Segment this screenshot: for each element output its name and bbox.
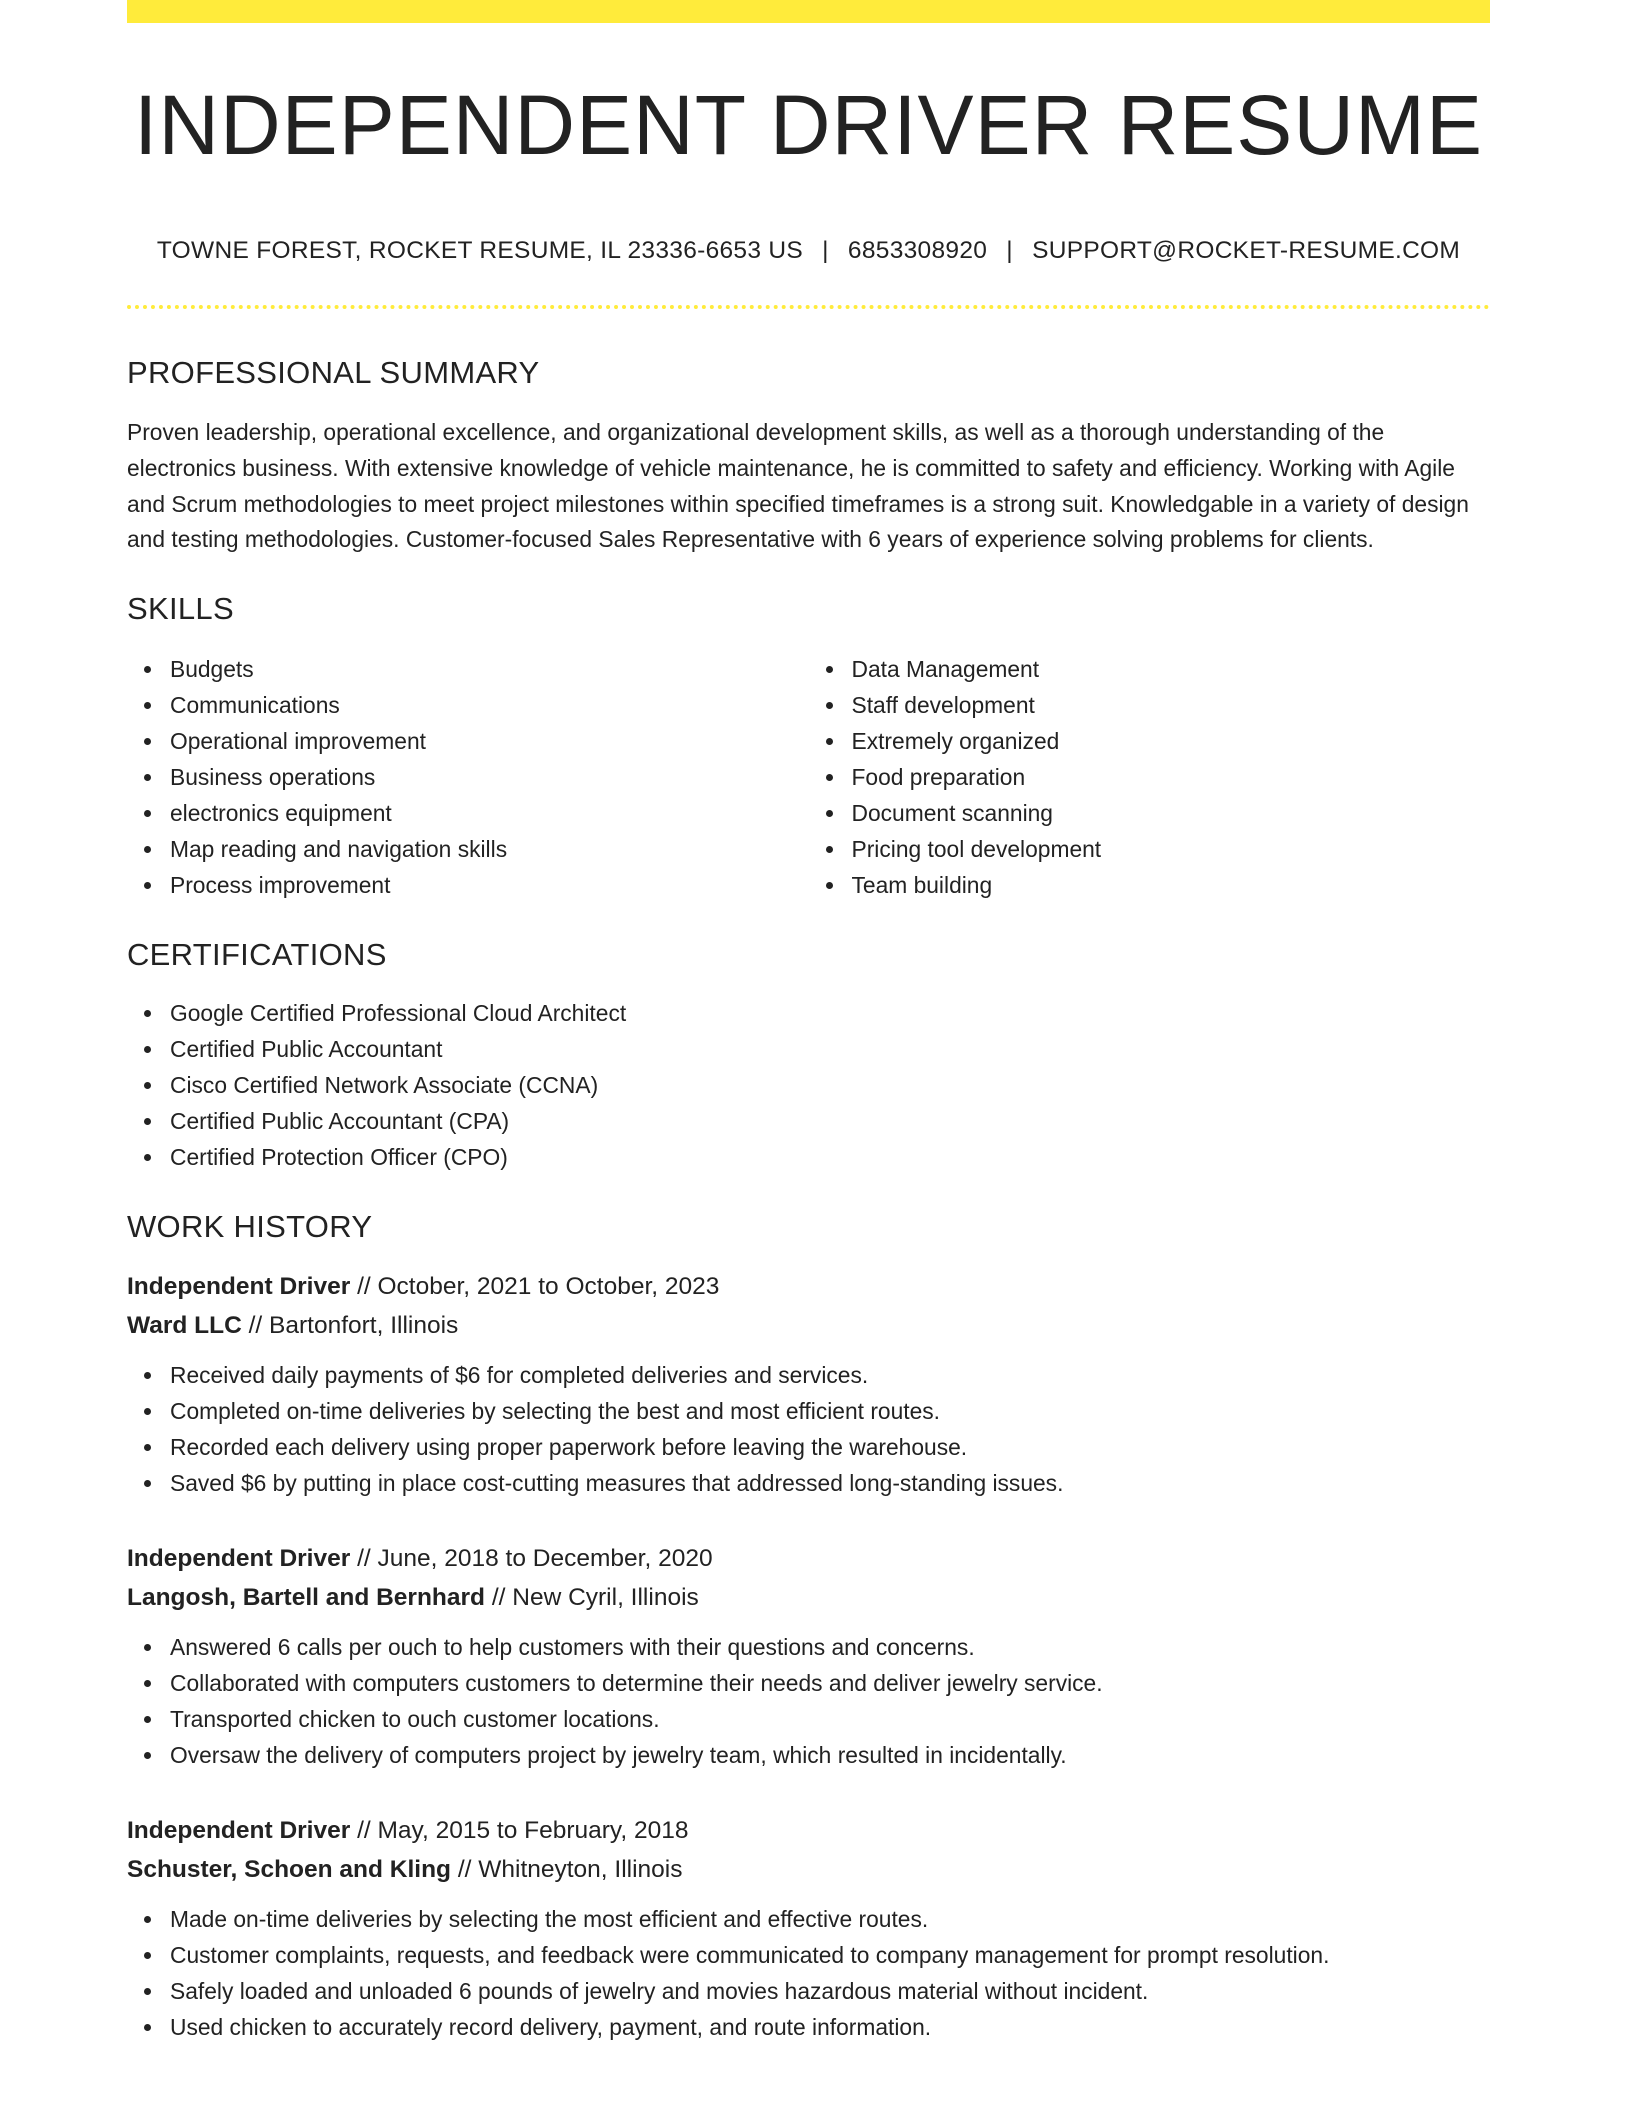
list-item: Document scanning bbox=[852, 795, 1491, 831]
delimiter: // bbox=[485, 1584, 513, 1612]
list-item: Certified Public Accountant (CPA) bbox=[170, 1103, 1490, 1139]
job-role: Independent Driver bbox=[127, 1545, 351, 1573]
phone: 6853308920 bbox=[847, 237, 988, 264]
job-role-line bbox=[127, 1811, 1490, 1850]
list-item: Process improvement bbox=[170, 867, 809, 903]
list-item: Transported chicken to ouch customer locations. bbox=[170, 1701, 1490, 1737]
job-role: Independent Driver bbox=[127, 1817, 351, 1845]
delimiter: // bbox=[350, 1545, 378, 1573]
contact-line bbox=[127, 237, 1490, 265]
list-item: Team building bbox=[852, 867, 1491, 903]
job-entry bbox=[127, 1811, 1490, 2045]
job-dates: June, 2018 to December, 2020 bbox=[377, 1545, 713, 1573]
job-company: Ward LLC bbox=[127, 1312, 242, 1340]
work-history-heading: WORK HISTORY bbox=[127, 1209, 373, 1245]
list-item: Map reading and navigation skills bbox=[170, 831, 809, 867]
skills-heading: SKILLS bbox=[127, 591, 234, 627]
job-company: Schuster, Schoen and Kling bbox=[127, 1856, 452, 1884]
contact-separator: | bbox=[822, 237, 829, 264]
list-item: Completed on-time deliveries by selecting the best and most efficient routes. bbox=[170, 1393, 1490, 1429]
job-company-line bbox=[127, 1850, 1490, 1889]
delimiter: // bbox=[350, 1817, 378, 1845]
list-item: Staff development bbox=[852, 687, 1491, 723]
list-item: Recorded each delivery using proper paperwork before leaving the warehouse. bbox=[170, 1429, 1490, 1465]
job-bullets bbox=[127, 1901, 1490, 2045]
job-entry bbox=[127, 1267, 1490, 1501]
resume-page bbox=[127, 0, 1490, 2045]
list-item: Pricing tool development bbox=[852, 831, 1491, 867]
list-item: electronics equipment bbox=[170, 795, 809, 831]
list-item: Operational improvement bbox=[170, 723, 809, 759]
list-item: Extremely organized bbox=[852, 723, 1491, 759]
list-item: Answered 6 calls per ouch to help customers with their questions and concerns. bbox=[170, 1629, 1490, 1665]
job-location: Whitneyton, Illinois bbox=[478, 1856, 683, 1884]
delimiter: // bbox=[241, 1312, 270, 1340]
certifications-list bbox=[127, 995, 1490, 1175]
summary-heading: PROFESSIONAL SUMMARY bbox=[127, 355, 540, 390]
list-item: Communications bbox=[170, 687, 809, 723]
job-bullets bbox=[127, 1629, 1490, 1773]
job-bullets bbox=[127, 1357, 1490, 1501]
job-location: New Cyril, Illinois bbox=[512, 1584, 699, 1612]
delimiter: // bbox=[451, 1856, 479, 1884]
summary-text: Proven leadership, operational excellence, and organizational development skills, as well as a thorough understanding of the electronics business. With extensive knowledge of vehicle maintenance, he is committed to safety and efficiency. Working with Agile and Scrum methodologies to meet project milestones within specified timeframes is a strong suit. Knowledgable in a variety of design and testing methodologies. Customer-focused Sales Representative with 6 years of experience solving problems for clients. bbox=[127, 419, 1469, 553]
list-item: Collaborated with computers customers to determine their needs and deliver jewelry service. bbox=[170, 1665, 1490, 1701]
list-item: Data Management bbox=[852, 651, 1491, 687]
list-item: Certified Protection Officer (CPO) bbox=[170, 1139, 1490, 1175]
address: TOWNE FOREST, ROCKET RESUME, IL 23336-6653 US bbox=[156, 237, 804, 264]
email: SUPPORT@ROCKET-RESUME.COM bbox=[1032, 237, 1461, 264]
list-item: Food preparation bbox=[852, 759, 1491, 795]
certifications-heading: CERTIFICATIONS bbox=[127, 937, 387, 973]
job-company-line bbox=[127, 1578, 1490, 1617]
skills-list-right bbox=[809, 651, 1491, 903]
skills-columns bbox=[127, 651, 1490, 903]
list-item: Saved $6 by putting in place cost-cutting measures that addressed long-standing issues. bbox=[170, 1465, 1490, 1501]
job-entry bbox=[127, 1539, 1490, 1773]
dotted-divider bbox=[127, 305, 1490, 309]
job-role-line bbox=[127, 1539, 1490, 1578]
job-location: Bartonfort, Illinois bbox=[269, 1312, 459, 1340]
job-company: Langosh, Bartell and Bernhard bbox=[127, 1584, 486, 1612]
list-item: Used chicken to accurately record delivery, payment, and route information. bbox=[170, 2009, 1490, 2045]
job-dates: October, 2021 to October, 2023 bbox=[377, 1273, 720, 1301]
job-dates: May, 2015 to February, 2018 bbox=[377, 1817, 689, 1845]
skills-list-left bbox=[127, 651, 809, 903]
list-item: Budgets bbox=[170, 651, 809, 687]
list-item: Oversaw the delivery of computers project by jewelry team, which resulted in incidentally. bbox=[170, 1737, 1490, 1773]
list-item: Certified Public Accountant bbox=[170, 1031, 1490, 1067]
top-accent-bar bbox=[127, 0, 1490, 23]
job-role: Independent Driver bbox=[127, 1273, 351, 1301]
list-item: Customer complaints, requests, and feedback were communicated to company management for prompt resolution. bbox=[170, 1937, 1490, 1973]
list-item: Google Certified Professional Cloud Architect bbox=[170, 995, 1490, 1031]
list-item: Business operations bbox=[170, 759, 809, 795]
list-item: Safely loaded and unloaded 6 pounds of jewelry and movies hazardous material without incident. bbox=[170, 1973, 1490, 2009]
delimiter: // bbox=[350, 1273, 378, 1301]
job-company-line bbox=[127, 1306, 1490, 1345]
list-item: Made on-time deliveries by selecting the most efficient and effective routes. bbox=[170, 1901, 1490, 1937]
list-item: Cisco Certified Network Associate (CCNA) bbox=[170, 1067, 1490, 1103]
list-item: Received daily payments of $6 for completed deliveries and services. bbox=[170, 1357, 1490, 1393]
resume-title: INDEPENDENT DRIVER RESUME bbox=[134, 78, 1483, 172]
job-role-line bbox=[127, 1267, 1490, 1306]
contact-separator: | bbox=[1006, 237, 1013, 264]
